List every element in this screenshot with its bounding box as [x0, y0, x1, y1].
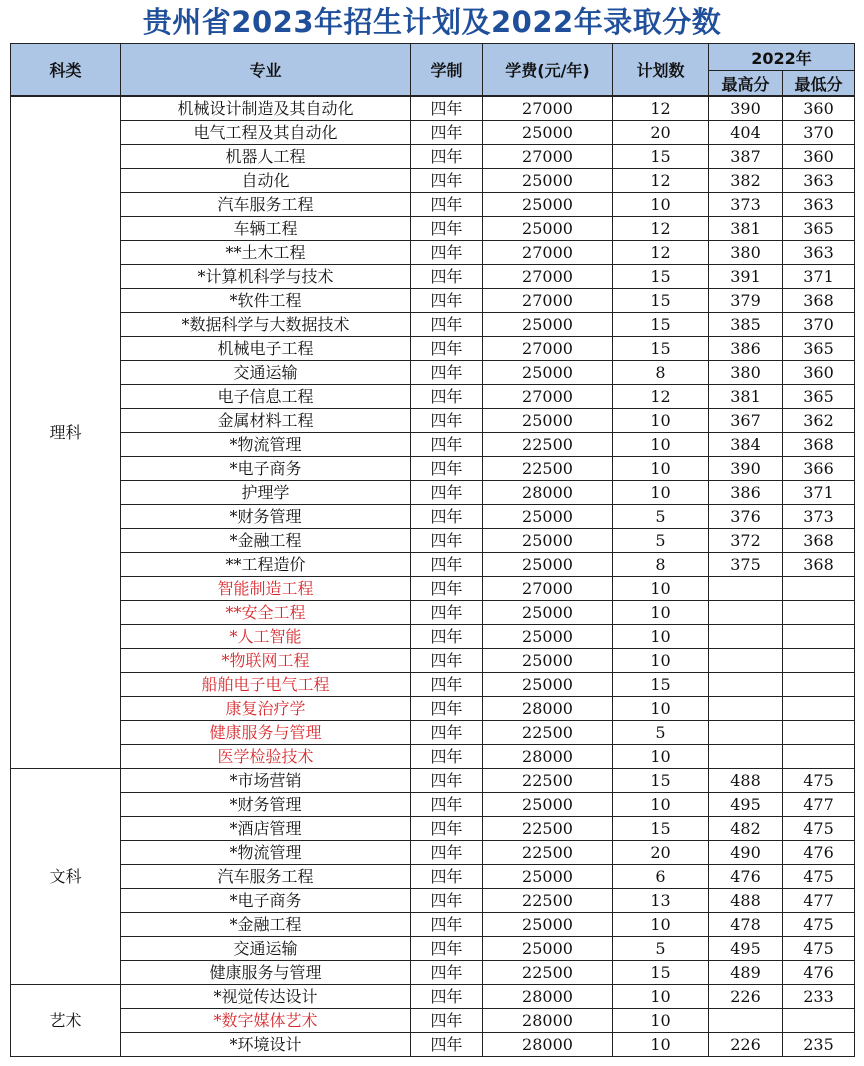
max-score-cell: 386	[709, 337, 783, 361]
duration-cell: 四年	[411, 313, 483, 337]
plan-cell: 5	[613, 505, 709, 529]
min-score-cell: 475	[783, 913, 855, 937]
table-row	[11, 649, 855, 673]
tuition-cell: 27000	[483, 337, 613, 361]
duration-cell: 四年	[411, 625, 483, 649]
max-score-cell: 495	[709, 793, 783, 817]
major-cell: 电子信息工程	[121, 385, 411, 409]
plan-cell: 20	[613, 841, 709, 865]
tuition-cell: 22500	[483, 961, 613, 985]
tuition-cell: 25000	[483, 121, 613, 145]
major-cell: 车辆工程	[121, 217, 411, 241]
major-cell: **土木工程	[121, 241, 411, 265]
tuition-cell: 25000	[483, 553, 613, 577]
tuition-cell: 28000	[483, 1009, 613, 1033]
plan-cell: 20	[613, 121, 709, 145]
tuition-cell: 22500	[483, 769, 613, 793]
major-cell: *数据科学与大数据技术	[121, 313, 411, 337]
duration-cell: 四年	[411, 433, 483, 457]
plan-cell: 15	[613, 817, 709, 841]
max-score-cell: 380	[709, 241, 783, 265]
max-score-cell: 490	[709, 841, 783, 865]
plan-cell: 10	[613, 913, 709, 937]
plan-cell: 10	[613, 625, 709, 649]
max-score-cell: 372	[709, 529, 783, 553]
max-score-cell	[709, 1009, 783, 1033]
table-row	[11, 265, 855, 289]
max-score-cell: 495	[709, 937, 783, 961]
min-score-cell: 475	[783, 937, 855, 961]
max-score-cell: 381	[709, 217, 783, 241]
major-cell: 自动化	[121, 169, 411, 193]
max-score-cell: 385	[709, 313, 783, 337]
max-score-cell: 476	[709, 865, 783, 889]
plan-cell: 12	[613, 217, 709, 241]
plan-cell: 10	[613, 481, 709, 505]
major-cell: *财务管理	[121, 505, 411, 529]
tuition-cell: 25000	[483, 793, 613, 817]
major-cell: *软件工程	[121, 289, 411, 313]
major-cell: 机械电子工程	[121, 337, 411, 361]
tuition-cell: 22500	[483, 889, 613, 913]
min-score-cell: 370	[783, 121, 855, 145]
plan-cell: 10	[613, 793, 709, 817]
duration-cell: 四年	[411, 505, 483, 529]
duration-cell: 四年	[411, 577, 483, 601]
table-row	[11, 769, 855, 793]
tuition-cell: 28000	[483, 745, 613, 769]
table-row	[11, 289, 855, 313]
header-max-score: 最高分	[709, 71, 783, 97]
admission-table	[10, 43, 855, 1057]
min-score-cell: 371	[783, 481, 855, 505]
tuition-cell: 25000	[483, 673, 613, 697]
tuition-cell: 27000	[483, 145, 613, 169]
max-score-cell: 482	[709, 817, 783, 841]
table-row	[11, 241, 855, 265]
max-score-cell: 226	[709, 1033, 783, 1057]
max-score-cell: 478	[709, 913, 783, 937]
major-cell: *物流管理	[121, 841, 411, 865]
max-score-cell: 391	[709, 265, 783, 289]
major-cell: 机械设计制造及其自动化	[121, 96, 411, 121]
tuition-cell: 27000	[483, 289, 613, 313]
table-row	[11, 457, 855, 481]
max-score-cell: 488	[709, 889, 783, 913]
min-score-cell: 477	[783, 793, 855, 817]
max-score-cell	[709, 649, 783, 673]
min-score-cell	[783, 625, 855, 649]
min-score-cell	[783, 601, 855, 625]
major-cell: **工程造价	[121, 553, 411, 577]
major-cell: 机器人工程	[121, 145, 411, 169]
plan-cell: 10	[613, 601, 709, 625]
min-score-cell	[783, 673, 855, 697]
plan-cell: 15	[613, 673, 709, 697]
max-score-cell: 380	[709, 361, 783, 385]
duration-cell: 四年	[411, 409, 483, 433]
major-cell: 汽车服务工程	[121, 193, 411, 217]
header-plan: 计划数	[613, 44, 709, 97]
tuition-cell: 25000	[483, 505, 613, 529]
tuition-cell: 25000	[483, 625, 613, 649]
tuition-cell: 25000	[483, 937, 613, 961]
major-cell: 健康服务与管理	[121, 961, 411, 985]
table-row	[11, 865, 855, 889]
tuition-cell: 25000	[483, 865, 613, 889]
min-score-cell	[783, 649, 855, 673]
duration-cell: 四年	[411, 673, 483, 697]
table-row	[11, 961, 855, 985]
plan-cell: 15	[613, 961, 709, 985]
table-row	[11, 721, 855, 745]
duration-cell: 四年	[411, 481, 483, 505]
min-score-cell: 360	[783, 145, 855, 169]
max-score-cell	[709, 673, 783, 697]
table-row	[11, 1009, 855, 1033]
plan-cell: 12	[613, 96, 709, 121]
plan-cell: 10	[613, 697, 709, 721]
plan-cell: 8	[613, 553, 709, 577]
header-duration: 学制	[411, 44, 483, 97]
duration-cell: 四年	[411, 265, 483, 289]
tuition-cell: 22500	[483, 817, 613, 841]
table-row	[11, 433, 855, 457]
header-min-score: 最低分	[783, 71, 855, 97]
max-score-cell	[709, 601, 783, 625]
header-category: 科类	[11, 44, 121, 97]
min-score-cell: 365	[783, 385, 855, 409]
max-score-cell: 489	[709, 961, 783, 985]
tuition-cell: 22500	[483, 433, 613, 457]
major-cell: *市场营销	[121, 769, 411, 793]
min-score-cell	[783, 577, 855, 601]
min-score-cell: 370	[783, 313, 855, 337]
duration-cell: 四年	[411, 601, 483, 625]
major-cell: 护理学	[121, 481, 411, 505]
table-row	[11, 385, 855, 409]
min-score-cell: 475	[783, 769, 855, 793]
table-row	[11, 697, 855, 721]
major-cell: 智能制造工程	[121, 577, 411, 601]
min-score-cell: 368	[783, 289, 855, 313]
table-row	[11, 625, 855, 649]
table-row	[11, 601, 855, 625]
plan-cell: 15	[613, 265, 709, 289]
min-score-cell: 363	[783, 169, 855, 193]
duration-cell: 四年	[411, 937, 483, 961]
major-cell: 船舶电子电气工程	[121, 673, 411, 697]
duration-cell: 四年	[411, 1033, 483, 1057]
plan-cell: 10	[613, 433, 709, 457]
table-row	[11, 745, 855, 769]
min-score-cell: 233	[783, 985, 855, 1009]
plan-cell: 6	[613, 865, 709, 889]
table-row	[11, 793, 855, 817]
min-score-cell: 360	[783, 361, 855, 385]
min-score-cell: 360	[783, 96, 855, 121]
min-score-cell: 368	[783, 529, 855, 553]
table-body	[11, 96, 855, 1057]
duration-cell: 四年	[411, 913, 483, 937]
table-row	[11, 553, 855, 577]
plan-cell: 10	[613, 193, 709, 217]
plan-cell: 12	[613, 241, 709, 265]
table-row	[11, 121, 855, 145]
max-score-cell: 387	[709, 145, 783, 169]
plan-cell: 15	[613, 313, 709, 337]
duration-cell: 四年	[411, 841, 483, 865]
duration-cell: 四年	[411, 529, 483, 553]
tuition-cell: 25000	[483, 913, 613, 937]
duration-cell: 四年	[411, 241, 483, 265]
min-score-cell	[783, 1009, 855, 1033]
duration-cell: 四年	[411, 745, 483, 769]
max-score-cell	[709, 625, 783, 649]
plan-cell: 8	[613, 361, 709, 385]
table-row	[11, 96, 855, 121]
max-score-cell: 375	[709, 553, 783, 577]
major-cell: *物联网工程	[121, 649, 411, 673]
table-row	[11, 313, 855, 337]
plan-cell: 15	[613, 337, 709, 361]
duration-cell: 四年	[411, 96, 483, 121]
max-score-cell: 390	[709, 457, 783, 481]
duration-cell: 四年	[411, 865, 483, 889]
table-row	[11, 193, 855, 217]
tuition-cell: 25000	[483, 169, 613, 193]
plan-cell: 10	[613, 1009, 709, 1033]
tuition-cell: 25000	[483, 601, 613, 625]
major-cell: 健康服务与管理	[121, 721, 411, 745]
plan-cell: 15	[613, 145, 709, 169]
tuition-cell: 28000	[483, 697, 613, 721]
tuition-cell: 28000	[483, 985, 613, 1009]
min-score-cell: 371	[783, 265, 855, 289]
table-row	[11, 577, 855, 601]
plan-cell: 10	[613, 577, 709, 601]
tuition-cell: 28000	[483, 1033, 613, 1057]
table-row	[11, 505, 855, 529]
max-score-cell: 226	[709, 985, 783, 1009]
duration-cell: 四年	[411, 553, 483, 577]
duration-cell: 四年	[411, 1009, 483, 1033]
max-score-cell	[709, 697, 783, 721]
table-row	[11, 841, 855, 865]
major-cell: **安全工程	[121, 601, 411, 625]
plan-cell: 15	[613, 289, 709, 313]
tuition-cell: 22500	[483, 841, 613, 865]
plan-cell: 10	[613, 649, 709, 673]
duration-cell: 四年	[411, 817, 483, 841]
table-row	[11, 217, 855, 241]
min-score-cell: 373	[783, 505, 855, 529]
major-cell: 康复治疗学	[121, 697, 411, 721]
max-score-cell: 376	[709, 505, 783, 529]
major-cell: 电气工程及其自动化	[121, 121, 411, 145]
plan-cell: 13	[613, 889, 709, 913]
major-cell: *金融工程	[121, 529, 411, 553]
max-score-cell: 488	[709, 769, 783, 793]
table-row	[11, 913, 855, 937]
tuition-cell: 25000	[483, 529, 613, 553]
min-score-cell: 476	[783, 961, 855, 985]
duration-cell: 四年	[411, 457, 483, 481]
table-row	[11, 817, 855, 841]
plan-cell: 5	[613, 721, 709, 745]
category-cell: 文科	[11, 769, 121, 985]
table-row	[11, 889, 855, 913]
duration-cell: 四年	[411, 169, 483, 193]
major-cell: *财务管理	[121, 793, 411, 817]
duration-cell: 四年	[411, 145, 483, 169]
table-row	[11, 673, 855, 697]
min-score-cell: 475	[783, 817, 855, 841]
min-score-cell: 365	[783, 217, 855, 241]
table-row	[11, 337, 855, 361]
plan-cell: 10	[613, 409, 709, 433]
duration-cell: 四年	[411, 961, 483, 985]
table-row	[11, 361, 855, 385]
duration-cell: 四年	[411, 361, 483, 385]
min-score-cell: 368	[783, 553, 855, 577]
min-score-cell: 368	[783, 433, 855, 457]
max-score-cell	[709, 745, 783, 769]
tuition-cell: 27000	[483, 241, 613, 265]
duration-cell: 四年	[411, 769, 483, 793]
max-score-cell: 373	[709, 193, 783, 217]
tuition-cell: 25000	[483, 313, 613, 337]
plan-cell: 15	[613, 769, 709, 793]
duration-cell: 四年	[411, 193, 483, 217]
plan-cell: 12	[613, 385, 709, 409]
table-row	[11, 1033, 855, 1057]
max-score-cell: 404	[709, 121, 783, 145]
max-score-cell: 382	[709, 169, 783, 193]
tuition-cell: 25000	[483, 193, 613, 217]
min-score-cell: 362	[783, 409, 855, 433]
min-score-cell: 477	[783, 889, 855, 913]
major-cell: *酒店管理	[121, 817, 411, 841]
table-row	[11, 529, 855, 553]
table-row	[11, 985, 855, 1009]
tuition-cell: 27000	[483, 385, 613, 409]
table-row	[11, 481, 855, 505]
header-tuition: 学费(元/年)	[483, 44, 613, 97]
plan-cell: 5	[613, 529, 709, 553]
major-cell: *视觉传达设计	[121, 985, 411, 1009]
max-score-cell: 386	[709, 481, 783, 505]
tuition-cell: 25000	[483, 409, 613, 433]
table-row	[11, 145, 855, 169]
plan-cell: 10	[613, 1033, 709, 1057]
duration-cell: 四年	[411, 289, 483, 313]
major-cell: 医学检验技术	[121, 745, 411, 769]
min-score-cell: 363	[783, 241, 855, 265]
plan-cell: 10	[613, 985, 709, 1009]
tuition-cell: 27000	[483, 265, 613, 289]
min-score-cell: 365	[783, 337, 855, 361]
major-cell: *人工智能	[121, 625, 411, 649]
duration-cell: 四年	[411, 337, 483, 361]
min-score-cell	[783, 697, 855, 721]
plan-cell: 10	[613, 457, 709, 481]
min-score-cell	[783, 721, 855, 745]
max-score-cell: 381	[709, 385, 783, 409]
max-score-cell: 379	[709, 289, 783, 313]
table-row	[11, 409, 855, 433]
category-cell: 理科	[11, 96, 121, 769]
duration-cell: 四年	[411, 985, 483, 1009]
plan-cell: 5	[613, 937, 709, 961]
major-cell: *金融工程	[121, 913, 411, 937]
table-header	[11, 44, 855, 97]
duration-cell: 四年	[411, 217, 483, 241]
page-title: 贵州省2023年招生计划及2022年录取分数	[142, 5, 722, 39]
min-score-cell: 476	[783, 841, 855, 865]
tuition-cell: 25000	[483, 217, 613, 241]
min-score-cell: 475	[783, 865, 855, 889]
max-score-cell	[709, 577, 783, 601]
min-score-cell: 363	[783, 193, 855, 217]
tuition-cell: 22500	[483, 721, 613, 745]
tuition-cell: 25000	[483, 649, 613, 673]
category-cell: 艺术	[11, 985, 121, 1057]
major-cell: *电子商务	[121, 889, 411, 913]
duration-cell: 四年	[411, 697, 483, 721]
duration-cell: 四年	[411, 889, 483, 913]
tuition-cell: 27000	[483, 96, 613, 121]
table-row	[11, 169, 855, 193]
major-cell: *环境设计	[121, 1033, 411, 1057]
major-cell: *物流管理	[121, 433, 411, 457]
min-score-cell	[783, 745, 855, 769]
duration-cell: 四年	[411, 721, 483, 745]
major-cell: 汽车服务工程	[121, 865, 411, 889]
major-cell: *电子商务	[121, 457, 411, 481]
duration-cell: 四年	[411, 385, 483, 409]
tuition-cell: 22500	[483, 457, 613, 481]
major-cell: *计算机科学与技术	[121, 265, 411, 289]
min-score-cell: 235	[783, 1033, 855, 1057]
major-cell: 交通运输	[121, 361, 411, 385]
plan-cell: 12	[613, 169, 709, 193]
table-row	[11, 937, 855, 961]
major-cell: *数字媒体艺术	[121, 1009, 411, 1033]
duration-cell: 四年	[411, 121, 483, 145]
duration-cell: 四年	[411, 793, 483, 817]
major-cell: 金属材料工程	[121, 409, 411, 433]
tuition-cell: 25000	[483, 361, 613, 385]
header-year: 2022年	[709, 44, 855, 71]
min-score-cell: 366	[783, 457, 855, 481]
max-score-cell: 384	[709, 433, 783, 457]
tuition-cell: 28000	[483, 481, 613, 505]
max-score-cell	[709, 721, 783, 745]
tuition-cell: 27000	[483, 577, 613, 601]
plan-cell: 10	[613, 745, 709, 769]
max-score-cell: 367	[709, 409, 783, 433]
header-major: 专业	[121, 44, 411, 97]
max-score-cell: 390	[709, 96, 783, 121]
duration-cell: 四年	[411, 649, 483, 673]
major-cell: 交通运输	[121, 937, 411, 961]
